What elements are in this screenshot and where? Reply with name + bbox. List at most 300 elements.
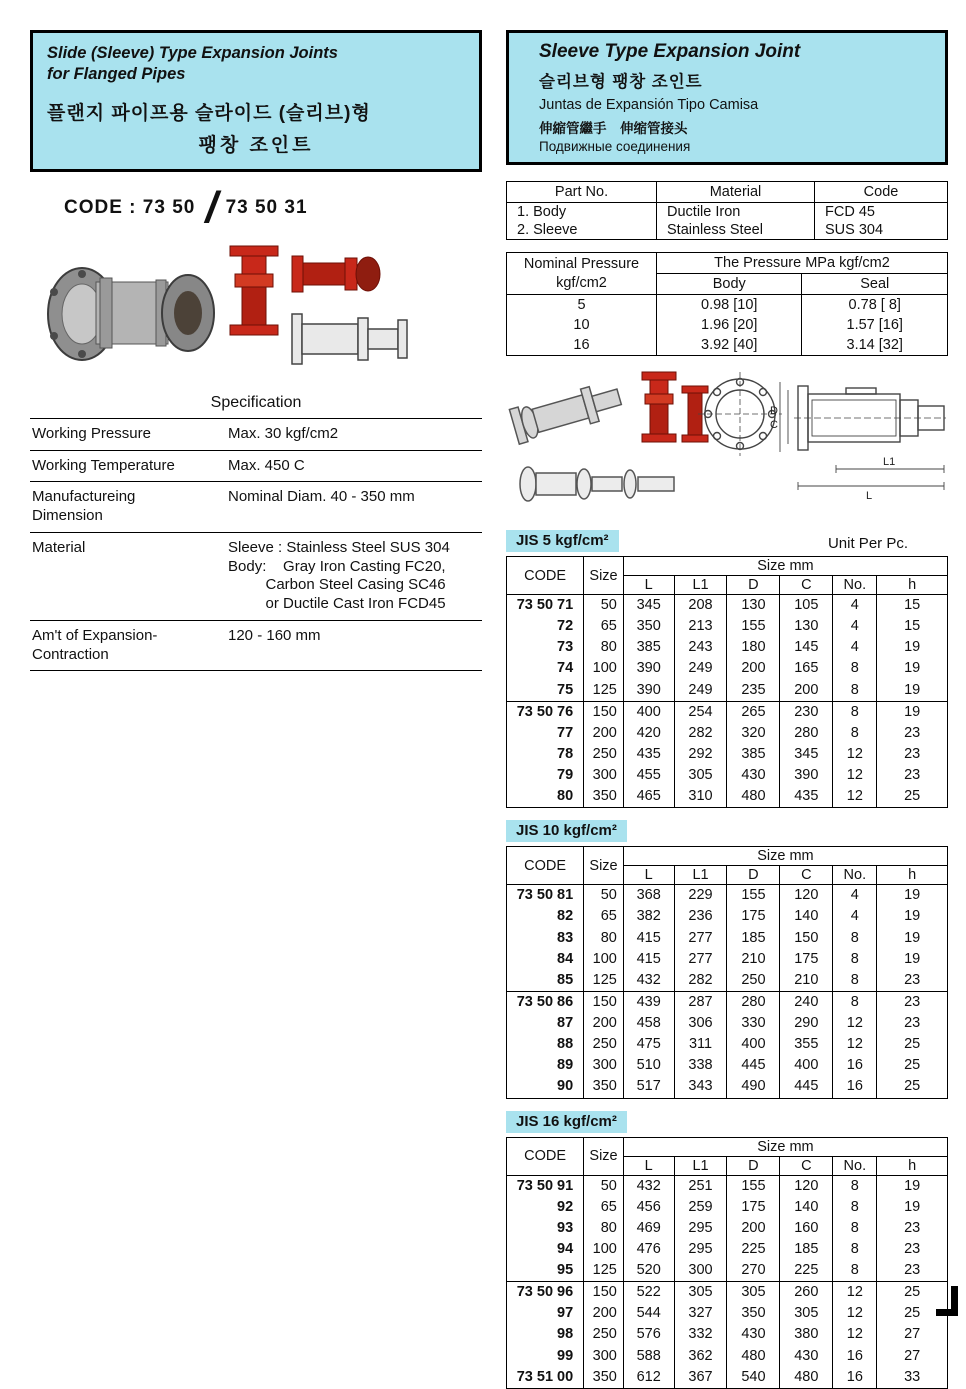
value-cell: 100 [584, 1239, 624, 1260]
value-cell: 105 [780, 595, 833, 617]
code-cell: 73 50 86 [507, 991, 584, 1013]
technical-drawings [506, 366, 948, 518]
value-cell: 295 [674, 1239, 727, 1260]
table-row [507, 1034, 948, 1055]
code-cell: 88 [507, 1034, 584, 1055]
value-cell: 4 [833, 885, 877, 907]
spec-row-working-temperature [30, 450, 482, 482]
value-cell: 175 [780, 949, 833, 970]
pressure-cell: 0.98 [10] [657, 295, 802, 316]
value-cell: 540 [727, 1367, 780, 1389]
spec-row-material [30, 532, 482, 620]
value-cell: 250 [727, 970, 780, 992]
value-cell: 125 [584, 680, 624, 702]
col-header-h: h [877, 866, 948, 885]
value-cell: 12 [833, 1282, 877, 1304]
value-cell: 445 [727, 1055, 780, 1076]
value-cell: 210 [727, 949, 780, 970]
material-header-row [507, 182, 948, 203]
col-header-code: CODE [507, 557, 584, 595]
value-cell: 355 [780, 1034, 833, 1055]
code-cell: 79 [507, 765, 584, 786]
spec-label: Material [30, 532, 226, 620]
value-cell: 100 [584, 949, 624, 970]
code-cell: 89 [507, 1055, 584, 1076]
value-cell: 23 [877, 991, 948, 1013]
code-cell: 82 [507, 906, 584, 927]
value-cell: 251 [674, 1175, 727, 1197]
size-mm-header: Size mm [623, 557, 947, 576]
value-cell: 439 [623, 991, 674, 1013]
table-row [507, 906, 948, 927]
value-cell: 19 [877, 928, 948, 949]
value-cell: 230 [780, 701, 833, 723]
value-cell: 249 [674, 658, 727, 679]
value-cell: 282 [674, 970, 727, 992]
value-cell: 306 [674, 1013, 727, 1034]
dim-label-l1: L1 [883, 456, 896, 468]
table-row [507, 991, 948, 1013]
value-cell: 400 [780, 1055, 833, 1076]
value-cell: 200 [584, 723, 624, 744]
value-cell: 50 [584, 1175, 624, 1197]
value-cell: 23 [877, 744, 948, 765]
jis10-badge: JIS 10 kgf/cm² [506, 820, 627, 842]
code-cell: 75 [507, 680, 584, 702]
right-title-english: Sleeve Type Expansion Joint [539, 41, 801, 62]
col-header-code: CODE [507, 1137, 584, 1175]
value-cell: 16 [833, 1367, 877, 1389]
value-cell: 225 [727, 1239, 780, 1260]
pressure-cell: 1.57 [16] [802, 315, 948, 335]
value-cell: 430 [727, 1324, 780, 1345]
pressure-row [507, 295, 948, 316]
value-cell: 480 [727, 1346, 780, 1367]
value-cell: 476 [623, 1239, 674, 1260]
value-cell: 16 [833, 1055, 877, 1076]
pressure-cell: 16 [507, 335, 657, 356]
value-cell: 12 [833, 1034, 877, 1055]
pressure-table [506, 252, 948, 356]
value-cell: 338 [674, 1055, 727, 1076]
value-cell: 277 [674, 949, 727, 970]
value-cell: 8 [833, 658, 877, 679]
code-cell: 73 50 76 [507, 701, 584, 723]
code-cell: 78 [507, 744, 584, 765]
value-cell: 19 [877, 680, 948, 702]
table-row [507, 701, 948, 723]
table-row [507, 595, 948, 617]
value-cell: 27 [877, 1346, 948, 1367]
value-cell: 4 [833, 637, 877, 658]
value-cell: 305 [674, 1282, 727, 1304]
flanged-joint-photo [48, 268, 214, 360]
value-cell: 327 [674, 1303, 727, 1324]
value-cell: 400 [623, 701, 674, 723]
value-cell: 23 [877, 970, 948, 992]
value-cell: 490 [727, 1076, 780, 1098]
table-row [507, 680, 948, 702]
jis5-header-row [507, 557, 948, 576]
value-cell: 382 [623, 906, 674, 927]
value-cell: 19 [877, 658, 948, 679]
code-cell: 93 [507, 1218, 584, 1239]
pressure-row [507, 335, 948, 356]
value-cell: 350 [727, 1303, 780, 1324]
code-cell: 92 [507, 1197, 584, 1218]
nominal-pressure-header: Nominal Pressure kgf/cm2 [507, 253, 657, 295]
table-row [507, 616, 948, 637]
code-cell: 74 [507, 658, 584, 679]
jis5-section [506, 530, 948, 808]
value-cell: 23 [877, 1013, 948, 1034]
table-row [507, 1055, 948, 1076]
value-cell: 350 [584, 1076, 624, 1098]
value-cell: 185 [727, 928, 780, 949]
value-cell: 4 [833, 595, 877, 617]
joint-side-drawing [292, 314, 407, 364]
spec-value: 120 - 160 mm [226, 620, 482, 671]
value-cell: 80 [584, 928, 624, 949]
value-cell: 270 [727, 1260, 780, 1282]
value-cell: 225 [780, 1260, 833, 1282]
value-cell: 576 [623, 1324, 674, 1345]
value-cell: 305 [780, 1303, 833, 1324]
col-header-d: D [727, 576, 780, 595]
spec-value: Max. 30 kgf/cm2 [226, 418, 482, 450]
value-cell: 25 [877, 1076, 948, 1098]
value-cell: 8 [833, 701, 877, 723]
value-cell: 432 [623, 1175, 674, 1197]
code-cell: 87 [507, 1013, 584, 1034]
spec-value: Nominal Diam. 40 - 350 mm [226, 482, 482, 533]
value-cell: 311 [674, 1034, 727, 1055]
material-cell: SUS 304 [815, 221, 948, 240]
value-cell: 8 [833, 949, 877, 970]
material-col-header: Part No. [507, 182, 657, 203]
col-header-l1: L1 [674, 576, 727, 595]
col-header-c: C [780, 866, 833, 885]
value-cell: 435 [780, 786, 833, 808]
code-cell: 95 [507, 1260, 584, 1282]
pressure-cell: 0.78 [ 8] [802, 295, 948, 316]
value-cell: 343 [674, 1076, 727, 1098]
value-cell: 200 [727, 658, 780, 679]
pressure-cell: 1.96 [20] [657, 315, 802, 335]
value-cell: 290 [780, 1013, 833, 1034]
value-cell: 385 [727, 744, 780, 765]
value-cell: 12 [833, 1303, 877, 1324]
value-cell: 350 [584, 1367, 624, 1389]
col-header-l1: L1 [674, 1156, 727, 1175]
left-title-korean-line2: 팽창 조인트 [198, 134, 314, 156]
value-cell: 155 [727, 1175, 780, 1197]
value-cell: 243 [674, 637, 727, 658]
value-cell: 456 [623, 1197, 674, 1218]
col-header-no: No. [833, 866, 877, 885]
value-cell: 250 [584, 1324, 624, 1345]
value-cell: 612 [623, 1367, 674, 1389]
spec-label: Manufactureing Dimension [30, 482, 226, 533]
value-cell: 150 [780, 928, 833, 949]
value-cell: 19 [877, 949, 948, 970]
value-cell: 19 [877, 701, 948, 723]
jis10-header-row [507, 847, 948, 866]
value-cell: 160 [780, 1218, 833, 1239]
value-cell: 287 [674, 991, 727, 1013]
value-cell: 23 [877, 765, 948, 786]
red-joint-vertical [230, 246, 278, 335]
code-cell: 73 50 91 [507, 1175, 584, 1197]
value-cell: 345 [780, 744, 833, 765]
value-cell: 282 [674, 723, 727, 744]
right-title-spanish: Juntas de Expansión Tipo Camisa [539, 97, 759, 113]
value-cell: 25 [877, 1034, 948, 1055]
pressure-cell: 3.92 [40] [657, 335, 802, 356]
value-cell: 8 [833, 991, 877, 1013]
table-row [507, 885, 948, 907]
code-cell: 98 [507, 1324, 584, 1345]
jis10-badge-row [506, 820, 948, 842]
value-cell: 432 [623, 970, 674, 992]
value-cell: 588 [623, 1346, 674, 1367]
material-cell: 2. Sleeve [507, 221, 657, 240]
right-title-russian: Подвижные соединения [539, 139, 691, 154]
value-cell: 140 [780, 1197, 833, 1218]
value-cell: 8 [833, 1239, 877, 1260]
value-cell: 50 [584, 885, 624, 907]
code-cell: 80 [507, 786, 584, 808]
material-row-body [507, 203, 948, 222]
technical-drawings-svg [506, 366, 948, 518]
table-row [507, 1197, 948, 1218]
jis10-table [506, 846, 948, 1098]
value-cell: 480 [727, 786, 780, 808]
table-row [507, 1303, 948, 1324]
code-cell: 77 [507, 723, 584, 744]
code-cell: 73 50 71 [507, 595, 584, 617]
value-cell: 265 [727, 701, 780, 723]
value-cell: 517 [623, 1076, 674, 1098]
material-table [506, 181, 948, 240]
material-row-sleeve [507, 221, 948, 240]
material-cell: Stainless Steel [657, 221, 815, 240]
code-line [64, 183, 482, 233]
col-header-d: D [727, 866, 780, 885]
value-cell: 259 [674, 1197, 727, 1218]
value-cell: 23 [877, 1239, 948, 1260]
col-header-l: L [623, 576, 674, 595]
value-cell: 15 [877, 616, 948, 637]
value-cell: 185 [780, 1239, 833, 1260]
code-cell: 94 [507, 1239, 584, 1260]
value-cell: 8 [833, 1218, 877, 1239]
pressure-cell: 3.14 [32] [802, 335, 948, 356]
value-cell: 280 [727, 991, 780, 1013]
table-row [507, 723, 948, 744]
material-cell: FCD 45 [815, 203, 948, 222]
value-cell: 305 [727, 1282, 780, 1304]
table-row [507, 928, 948, 949]
code-cell: 97 [507, 1303, 584, 1324]
value-cell: 200 [780, 680, 833, 702]
specification-table [30, 418, 482, 672]
jis10-table-body [507, 885, 948, 1098]
col-header-l: L [623, 1156, 674, 1175]
table-row [507, 658, 948, 679]
spec-row-manufacturing-dimension [30, 482, 482, 533]
page-corner-mark [936, 1286, 958, 1316]
value-cell: 23 [877, 1218, 948, 1239]
value-cell: 236 [674, 906, 727, 927]
value-cell: 175 [727, 906, 780, 927]
table-row [507, 744, 948, 765]
right-title-chinese: 伸縮管繼手 伸缩管接头 [539, 121, 688, 136]
code-cell: 72 [507, 616, 584, 637]
value-cell: 12 [833, 765, 877, 786]
value-cell: 65 [584, 616, 624, 637]
value-cell: 19 [877, 906, 948, 927]
jis16-header-row [507, 1137, 948, 1156]
value-cell: 50 [584, 595, 624, 617]
value-cell: 16 [833, 1346, 877, 1367]
value-cell: 145 [780, 637, 833, 658]
value-cell: 345 [623, 595, 674, 617]
table-row [507, 1076, 948, 1098]
value-cell: 8 [833, 928, 877, 949]
section-view-drawing [780, 382, 946, 490]
table-row [507, 1346, 948, 1367]
col-header-c: C [780, 1156, 833, 1175]
value-cell: 430 [780, 1346, 833, 1367]
table-row [507, 786, 948, 808]
value-cell: 380 [780, 1324, 833, 1345]
jis16-badge-row [506, 1111, 948, 1133]
right-title-korean: 슬리브형 팽창 조인트 [539, 73, 703, 91]
value-cell: 367 [674, 1367, 727, 1389]
col-header-h: h [877, 1156, 948, 1175]
value-cell: 390 [623, 680, 674, 702]
col-header-h: h [877, 576, 948, 595]
value-cell: 510 [623, 1055, 674, 1076]
jis5-badge: JIS 5 kgf/cm² [506, 530, 619, 552]
value-cell: 544 [623, 1303, 674, 1324]
left-column [30, 30, 482, 1326]
value-cell: 165 [780, 658, 833, 679]
table-row [507, 1175, 948, 1197]
dim-label-d: D [770, 405, 778, 417]
value-cell: 475 [623, 1034, 674, 1055]
col-header-l: L [623, 866, 674, 885]
left-title-english: Slide (Sleeve) Type Expansion Joints for Flanged Pipes [47, 44, 338, 84]
value-cell: 200 [584, 1013, 624, 1034]
table-row [507, 1324, 948, 1345]
pressure-header-row [507, 253, 948, 274]
spec-label: Working Temperature [30, 450, 226, 482]
value-cell: 350 [584, 786, 624, 808]
dim-label-c: C [770, 419, 778, 431]
value-cell: 140 [780, 906, 833, 927]
specification-title: Specification [210, 393, 302, 411]
value-cell: 390 [623, 658, 674, 679]
value-cell: 310 [674, 786, 727, 808]
value-cell: 292 [674, 744, 727, 765]
value-cell: 480 [780, 1367, 833, 1389]
value-cell: 445 [780, 1076, 833, 1098]
value-cell: 458 [623, 1013, 674, 1034]
code-number: 73 50 31 [225, 196, 308, 218]
value-cell: 469 [623, 1218, 674, 1239]
value-cell: 430 [727, 765, 780, 786]
value-cell: 522 [623, 1282, 674, 1304]
assembled-joint-drawing [509, 379, 624, 444]
size-mm-header: Size mm [623, 847, 947, 866]
value-cell: 362 [674, 1346, 727, 1367]
code-cell: 84 [507, 949, 584, 970]
col-header-code: CODE [507, 847, 584, 885]
value-cell: 250 [584, 1034, 624, 1055]
value-cell: 320 [727, 723, 780, 744]
value-cell: 65 [584, 1197, 624, 1218]
value-cell: 200 [727, 1218, 780, 1239]
value-cell: 435 [623, 744, 674, 765]
value-cell: 130 [780, 616, 833, 637]
spec-row-working-pressure [30, 418, 482, 450]
jis16-section [506, 1111, 948, 1389]
value-cell: 210 [780, 970, 833, 992]
value-cell: 235 [727, 680, 780, 702]
pressure-row [507, 315, 948, 335]
value-cell: 130 [727, 595, 780, 617]
col-header-l1: L1 [674, 866, 727, 885]
code-cell: 73 [507, 637, 584, 658]
value-cell: 4 [833, 906, 877, 927]
dim-label-l: L [866, 490, 873, 502]
value-cell: 8 [833, 970, 877, 992]
table-row [507, 1239, 948, 1260]
value-cell: 400 [727, 1034, 780, 1055]
product-images [30, 234, 482, 384]
value-cell: 420 [623, 723, 674, 744]
value-cell: 8 [833, 1175, 877, 1197]
value-cell: 368 [623, 885, 674, 907]
code-cell: 83 [507, 928, 584, 949]
value-cell: 465 [623, 786, 674, 808]
value-cell: 300 [674, 1260, 727, 1282]
left-header-box [30, 30, 482, 172]
value-cell: 455 [623, 765, 674, 786]
value-cell: 65 [584, 906, 624, 927]
value-cell: 155 [727, 885, 780, 907]
value-cell: 208 [674, 595, 727, 617]
value-cell: 8 [833, 1260, 877, 1282]
table-row [507, 1218, 948, 1239]
value-cell: 4 [833, 616, 877, 637]
jis16-table [506, 1137, 948, 1389]
spec-row-expansion-contraction [30, 620, 482, 671]
value-cell: 125 [584, 970, 624, 992]
red-joint-horizontal [292, 256, 380, 292]
value-cell: 12 [833, 1013, 877, 1034]
value-cell: 520 [623, 1260, 674, 1282]
spec-label: Working Pressure [30, 418, 226, 450]
right-header-box [506, 30, 948, 165]
value-cell: 120 [780, 1175, 833, 1197]
code-cell: 73 51 00 [507, 1367, 584, 1389]
spec-value: Max. 450 C [226, 450, 482, 482]
red-joints [642, 372, 708, 442]
table-row [507, 637, 948, 658]
